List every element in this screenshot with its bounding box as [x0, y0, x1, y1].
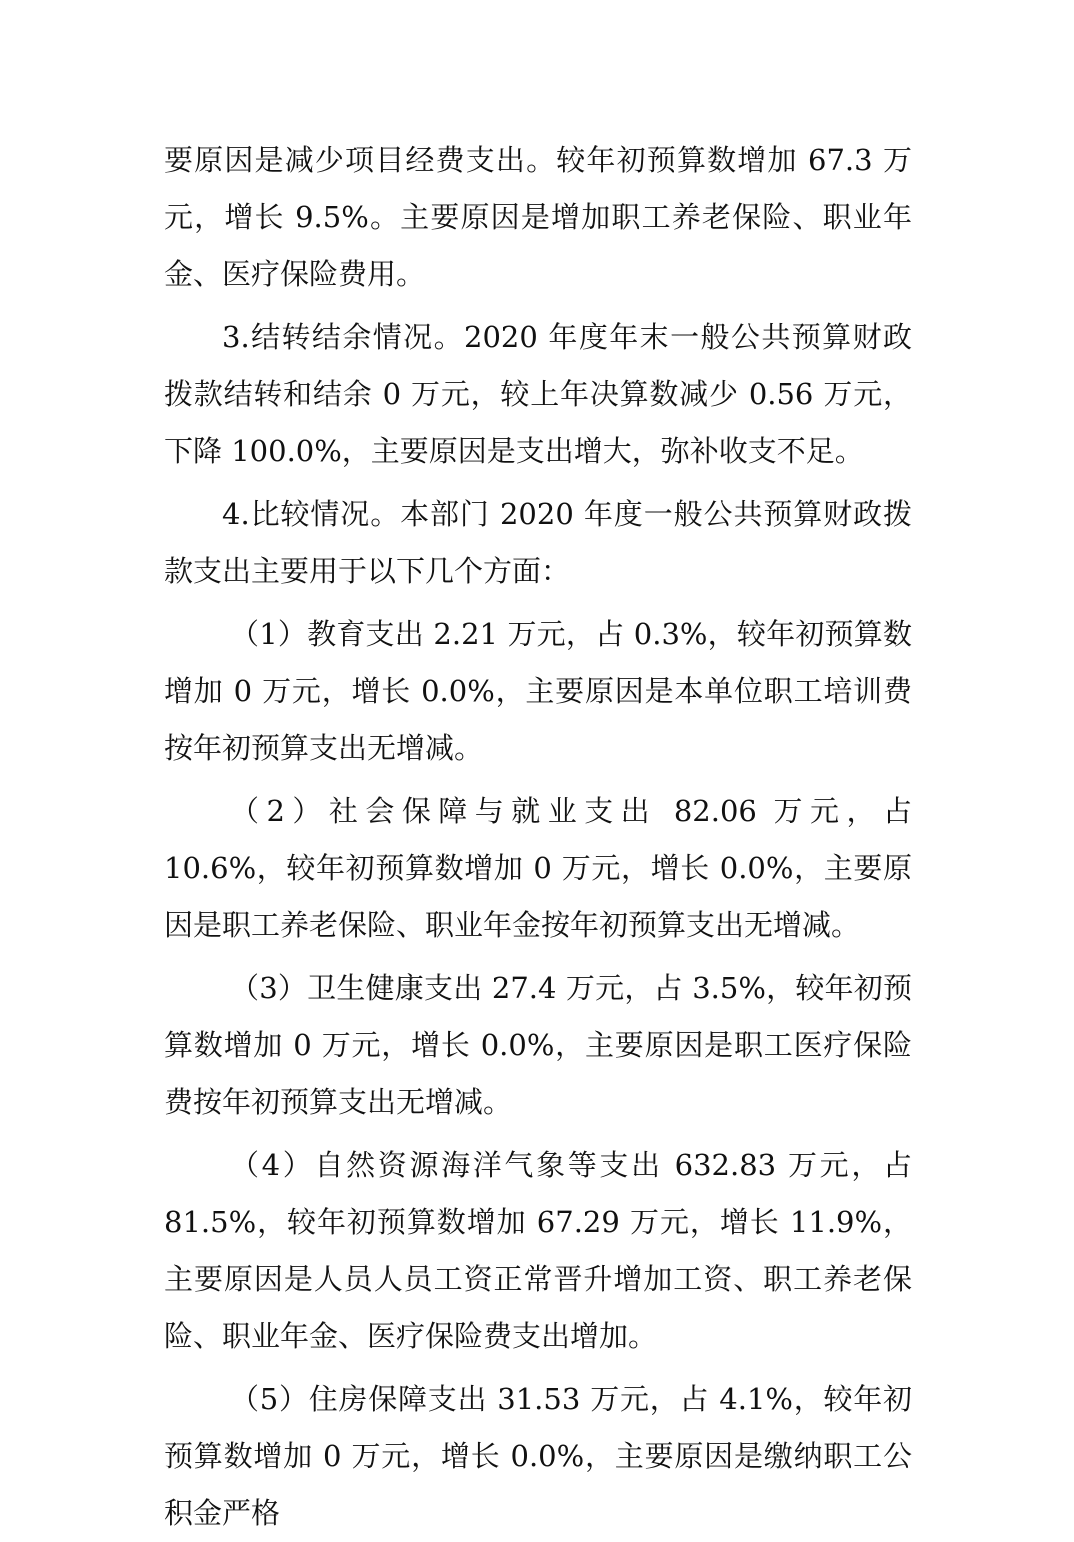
document-body: [164, 132, 912, 1542]
paragraph-carryover-status: 3.结转结余情况。2020 年度年末一般公共预算财政拨款结转和结余 0 万元，较上年决算数减少 0.56 万元，下降 100.0%，主要原因是支出增大，弥补收支不足。: [164, 320, 912, 468]
paragraph-item-education: （1）教育支出 2.21 万元，占 0.3%，较年初预算数增加 0 万元，增长 0.0%，主要原因是本单位职工培训费按年初预算支出无增减。: [164, 617, 912, 765]
paragraph-comparison-intro: 4.比较情况。本部门 2020 年度一般公共预算财政拨款支出主要用于以下几个方面：: [164, 497, 912, 588]
paragraph-item-social-security: （2）社会保障与就业支出 82.06 万元，占 10.6%，较年初预算数增加 0 万元，增长 0.0%，主要原因是职工养老保险、职业年金按年初预算支出无增减。: [164, 794, 912, 942]
paragraph-item-housing: （5）住房保障支出 31.53 万元，占 4.1%，较年初预算数增加 0 万元，增长 0.0%，主要原因是缴纳职工公积金严格: [164, 1382, 912, 1530]
paragraph-item-natural-resources: （4）自然资源海洋气象等支出 632.83 万元，占 81.5%，较年初预算数增加 67.29 万元，增长 11.9%，主要原因是人员人员工资正常晋升增加工资、职工养老保险、职业年金、医疗保险费支出增加。: [164, 1148, 912, 1353]
paragraph-item-health: （3）卫生健康支出 27.4 万元，占 3.5%，较年初预算数增加 0 万元，增长 0.0%，主要原因是职工医疗保险费按年初预算支出无增减。: [164, 971, 912, 1119]
paragraph-continuation: 要原因是减少项目经费支出。较年初预算数增加 67.3 万元，增长 9.5%。主要原因是增加职工养老保险、职业年金、医疗保险费用。: [164, 143, 912, 291]
